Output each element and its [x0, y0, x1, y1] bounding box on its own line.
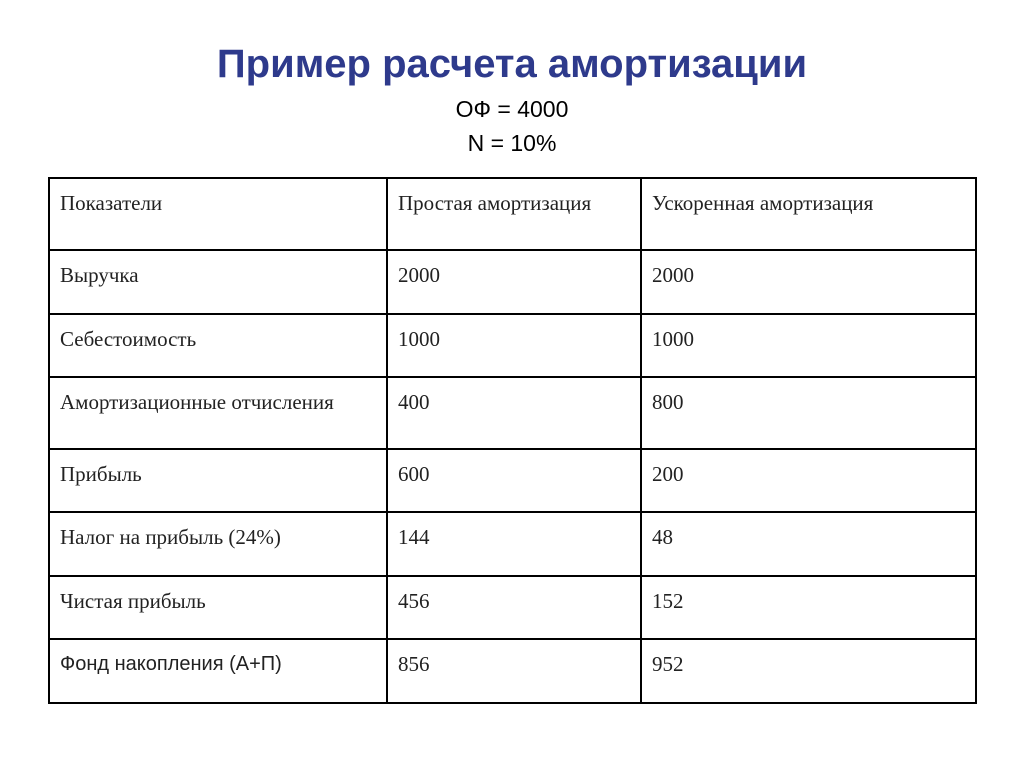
accelerated-value: 200: [641, 449, 976, 512]
header-cell-indicators: Показатели: [49, 178, 387, 250]
simple-value: 400: [387, 377, 641, 449]
header-cell-accelerated: Ускоренная амортизация: [641, 178, 976, 250]
accelerated-value: 800: [641, 377, 976, 449]
rate-line: N = 10%: [467, 130, 557, 156]
table-row: [49, 576, 976, 639]
row-label: Амортизационные отчисления: [49, 377, 387, 449]
table-row: [49, 449, 976, 512]
simple-value: 856: [387, 639, 641, 703]
row-label: Выручка: [49, 250, 387, 314]
accelerated-value: 2000: [641, 250, 976, 314]
accelerated-value: 152: [641, 576, 976, 639]
simple-value: 1000: [387, 314, 641, 377]
table-header-row: [49, 178, 976, 250]
accelerated-value: 1000: [641, 314, 976, 377]
row-label: Чистая прибыль: [49, 576, 387, 639]
accelerated-value: 48: [641, 512, 976, 576]
header-cell-simple: Простая амортизация: [387, 178, 641, 250]
row-label: Себестоимость: [49, 314, 387, 377]
accelerated-value: 952: [641, 639, 976, 703]
depreciation-table: [48, 177, 977, 704]
simple-value: 600: [387, 449, 641, 512]
simple-value: 456: [387, 576, 641, 639]
row-label: Налог на прибыль (24%): [49, 512, 387, 576]
slide-title: Пример расчета амортизации: [216, 42, 808, 86]
table-row: [49, 314, 976, 377]
simple-value: 2000: [387, 250, 641, 314]
row-label: Прибыль: [49, 449, 387, 512]
table-row: [49, 250, 976, 314]
fixed-assets-line: ОФ = 4000: [455, 96, 569, 122]
table-row: [49, 512, 976, 576]
table-row: [49, 377, 976, 449]
row-label: Фонд накопления (А+П): [49, 639, 387, 703]
simple-value: 144: [387, 512, 641, 576]
table-row: [49, 639, 976, 703]
